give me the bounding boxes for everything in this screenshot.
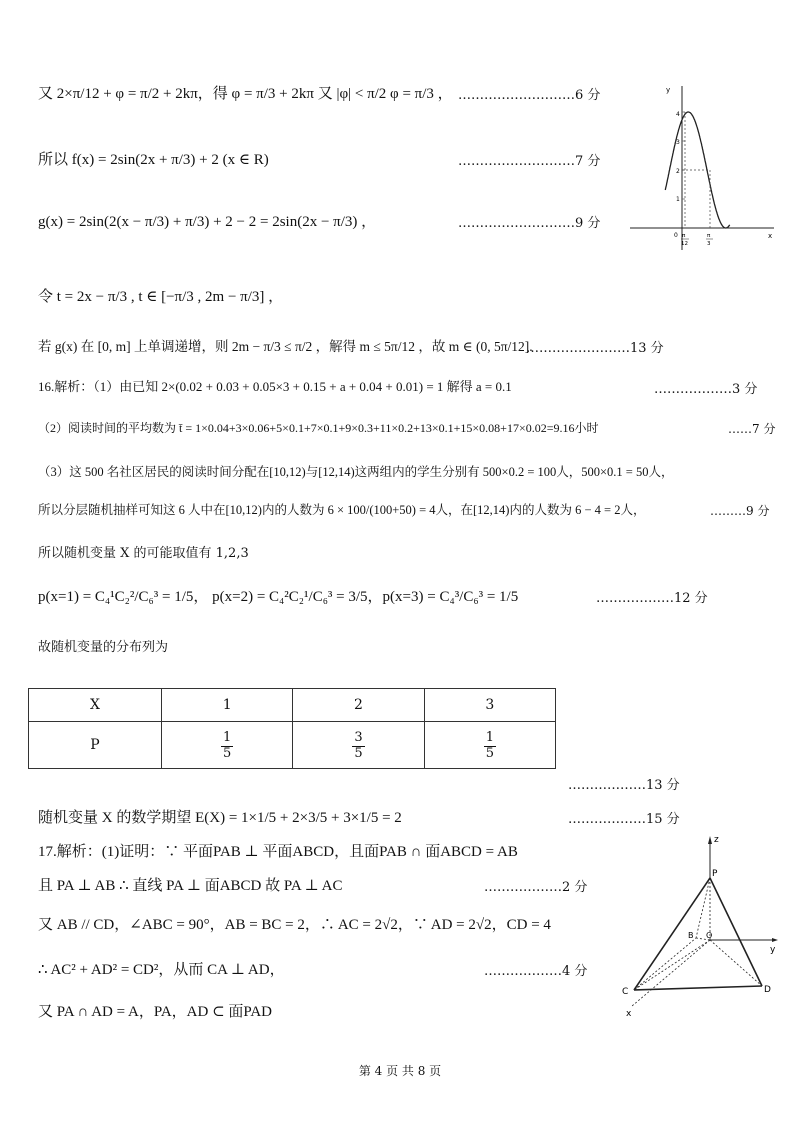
line-17-5: 又 PA ∩ AD = A，PA，AD ⊂ 面PAD xyxy=(38,1004,273,1020)
line-16-1: 16.解析：（1）由已知 2×(0.02 + 0.03 + 0.05×3 + 0.15 + a + 0.04 + 0.01) = 1 解得 a = 0.1 xyxy=(38,379,512,394)
line-17-2: 且 PA ⊥ AB ∴ 直线 PA ⊥ 面ABCD 故 PA ⊥ AC xyxy=(38,878,343,894)
graph-ytick-2: 2 xyxy=(676,168,680,175)
score-12: ………………12 分 xyxy=(596,591,708,606)
score-9b: ………9 分 xyxy=(710,504,770,518)
score-4: ………………4 分 xyxy=(484,964,588,979)
score-2: ………………2 分 xyxy=(484,880,588,895)
graph-xtick1-den: 12 xyxy=(681,241,688,247)
line-gx: g(x) = 2sin(2(x − π/3) + π/3) + 2 − 2 = 2sin(2x − π/3) ， xyxy=(38,214,377,230)
line-16-3: （3）这 500 名社区居民的阅读时间分配在[10,12)与[12,14)这两组内的学生分别有 500×0.2 = 100人，500×0.1 = 50人， xyxy=(38,465,674,479)
graph-xtick2-den: 3 xyxy=(707,241,711,247)
graph-y-label: y xyxy=(666,86,671,94)
table-cell-1: 1 xyxy=(162,689,293,722)
line-probs: p(x=1) = C₄¹C₂²/C₆³ = 1/5， p(x=2) = C₄²C₂¹/C₆³ = 3/5，p(x=3) = C₄³/C₆³ = 1/5 xyxy=(38,589,519,605)
graph-ytick-1: 1 xyxy=(676,196,680,203)
graph-origin: 0 xyxy=(674,232,678,239)
label-x: x xyxy=(626,1009,632,1019)
line-16-2: （2）阅读时间的平均数为 t̄ = 1×0.04+3×0.06+5×0.1+7×0.1+9×0.3+11×0.2+13×0.1+15×0.08+17×0.02=9.16小时 xyxy=(38,421,599,435)
line-fx: 所以 f(x) = 2sin(2x + π/3) + 2 (x ∈ R) xyxy=(38,152,269,168)
graph-xtick1-num: π xyxy=(682,233,686,239)
line-dist-title: 故随机变量的分布列为 xyxy=(38,640,169,655)
label-z: z xyxy=(714,835,719,845)
line-phi: 又 2×π/12 + φ = π/2 + 2kπ，得 φ = π/3 + 2kπ 又 |φ| < π/2 φ = π/3 ， xyxy=(38,86,453,102)
label-P: P xyxy=(712,869,718,879)
pyramid-figure xyxy=(612,830,782,1020)
edge-CB xyxy=(634,938,696,990)
label-B: B xyxy=(688,931,694,940)
label-O: O xyxy=(706,931,713,940)
table-cell-2: 2 xyxy=(293,689,424,722)
score-7: ………………………7 分 xyxy=(458,154,601,169)
score-15: ………………15 分 xyxy=(568,812,680,827)
line-17-1: 17.解析：(1)证明：∵ 平面PAB ⊥ 平面ABCD，且面PAB ∩ 面ABCD = AB xyxy=(38,844,518,860)
page-footer: 第 4 页 共 8 页 xyxy=(358,1064,442,1078)
edge-AC xyxy=(634,940,710,990)
line-17-4: ∴ AC² + AD² = CD²，从而 CA ⊥ AD， xyxy=(38,962,285,978)
label-C: C xyxy=(622,987,629,997)
line-monotone: 若 g(x) 在 [0, m] 上单调递增，则 2m − π/3 ≤ π/2 ，解得 m ≤ 5π/12 ，故 m ∈ (0, 5π/12]. xyxy=(38,339,533,354)
table-prob-row xyxy=(29,722,556,769)
score-3: ………………3 分 xyxy=(654,382,758,397)
graph-xtick2-num: π xyxy=(707,233,711,239)
table-cell-x: X xyxy=(29,689,162,722)
axis-x xyxy=(632,940,710,1006)
distribution-table xyxy=(28,688,556,769)
line-t: 令 t = 2x − π/3 , t ∈ [−π/3 , 2m − π/3] ， xyxy=(38,289,284,305)
line-16-4: 所以分层随机抽样可知这 6 人中在[10,12)内的人数为 6 × 100/(100+50) = 4人，在[12,14)内的人数为 6 − 4 = 2人， xyxy=(38,503,646,517)
score-13b: ………………13 分 xyxy=(568,778,680,793)
score-7b: ……7 分 xyxy=(728,422,776,436)
graph-ytick-3: 3 xyxy=(676,139,680,146)
table-cell-p: P xyxy=(29,722,162,769)
label-y: y xyxy=(770,945,776,955)
edge-PD xyxy=(710,878,762,986)
graph-ytick-4: 4 xyxy=(676,111,680,118)
score-6: ………………………6 分 xyxy=(458,88,601,103)
edge-AD xyxy=(710,940,762,986)
line-expectation: 随机变量 X 的数学期望 E(X) = 1×1/5 + 2×3/5 + 3×1/5 = 2 xyxy=(38,810,402,826)
graph-x-label: x xyxy=(768,232,773,240)
table-header-row xyxy=(29,689,556,722)
line-17-3: 又 AB // CD，∠ABC = 90°，AB = BC = 2，∴ AC = 2√2，∵ AD = 2√2，CD = 4 xyxy=(38,917,551,933)
score-13: ……………………13 分 xyxy=(526,341,664,356)
line-16-5: 所以随机变量 X 的可能取值有 1,2,3 xyxy=(38,546,249,561)
sine-curve xyxy=(665,112,729,228)
score-9: ………………………9 分 xyxy=(458,216,601,231)
edge-CD xyxy=(634,986,762,990)
table-prob-2: $\frac{3}{5}$ xyxy=(293,722,424,769)
sine-graph xyxy=(626,82,778,254)
table-cell-3: 3 xyxy=(424,689,555,722)
table-prob-1: $\frac{1}{5}$ xyxy=(162,722,293,769)
table-prob-3: $\frac{1}{5}$ xyxy=(424,722,555,769)
label-D: D xyxy=(764,985,771,995)
edge-PC xyxy=(634,878,713,990)
